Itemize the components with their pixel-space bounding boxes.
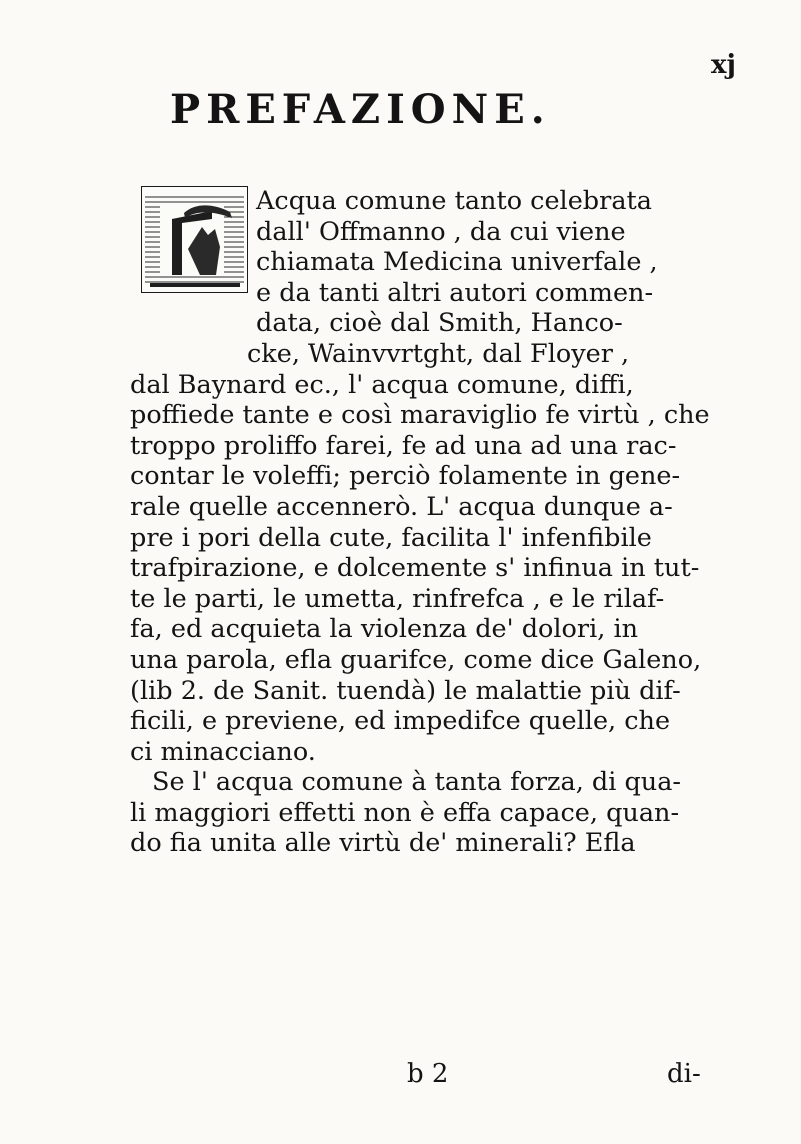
text-line: chiamata Medicina univerfale , xyxy=(256,247,658,278)
page-number: xj xyxy=(711,50,736,80)
catchword: di- xyxy=(667,1059,701,1089)
text-line: pre i pori della cute, facilita l' infenfibile xyxy=(130,522,652,553)
running-title: PREFAZIONE. xyxy=(170,86,551,133)
text-line: rale quelle accennerò. L' acqua dunque a- xyxy=(130,491,673,522)
text-line: ci minacciano. xyxy=(130,736,316,767)
signature-mark: b 2 xyxy=(407,1059,449,1089)
text-line: data, cioè dal Smith, Hanco- xyxy=(256,308,623,339)
text-line: una parola, efla guarifce, come dice Galeno, xyxy=(130,644,702,675)
page-footer xyxy=(130,1059,726,1093)
text-line: e da tanti altri autori commen- xyxy=(256,277,654,308)
text-line: (lib 2. de Sanit. tuendà) le malattie più dif- xyxy=(130,675,681,706)
text-line: dal Baynard ec., l' acqua comune, diffi, xyxy=(130,369,634,400)
text-line: li maggiori effetti non è effa capace, quan- xyxy=(130,797,680,828)
text-line: ficili, e previene, ed impedifce quelle, che xyxy=(130,706,671,737)
text-line: poffiede tante e così maraviglio fe virtù , che xyxy=(130,400,710,431)
text-line: contar le voleffi; perciò folamente in gene- xyxy=(130,461,681,492)
text-line: do fia unita alle virtù de' minerali? Efla xyxy=(130,828,636,859)
text-line: dall' Offmanno , da cui viene xyxy=(256,216,626,247)
text-line: Se l' acqua comune à tanta forza, di qua- xyxy=(152,767,682,798)
text-line: cke, Wainvvrtght, dal Floyer , xyxy=(247,338,630,369)
text-line: fa, ed acquieta la violenza de' dolori, in xyxy=(130,614,639,645)
prefazione-text xyxy=(130,186,726,859)
text-line: troppo proliffo farei, fe ad una ad una rac- xyxy=(130,430,677,461)
text-line: te le parti, le umetta, rinfrefca , e le rilaf- xyxy=(130,583,665,614)
text-line: Acqua comune tanto celebrata xyxy=(256,186,652,216)
text-line: trafpirazione, e dolcemente s' infinua in tut- xyxy=(130,553,700,584)
